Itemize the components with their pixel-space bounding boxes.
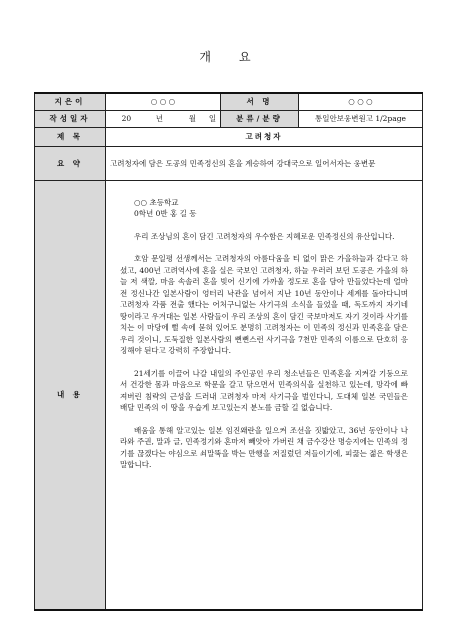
content-student: 0학년 0반 홍 길 동 [134,209,197,218]
name-label: 서 명 [221,93,299,110]
content-paragraph-3: 21세기를 이끌어 나갈 내일의 주인공인 우리 청소년들은 민족혼을 지켜갈 기둥으로서 건강한 몸과 마음으로 학문을 갈고 닦으면서 민족의식을 실천하고 있는데, 망각에 빠져버린 침략의 근성을 드러내 고려청자 마저 사기극을 벌인다니, 도대체 일본 국민들은 배달 민족의 이 땅을 우습게 보고있는지 분노를 금할 길 없습니다. [120,368,408,412]
summary-value: 고려청자에 담은 도공의 민족정신의 혼을 계승하여 강대국으로 일어서자는 웅변문 [106,146,423,180]
content-body [106,180,423,610]
author-label: 지은이 [35,93,106,110]
row-content [35,180,423,610]
content-paragraph-2: 호암 문일평 선생께서는 고려청자의 아름다움을 티 없이 맑은 가을하늘과 같다고 하셨고, 400년 고려역사에 혼을 실은 국보인 고려청자, 하늘 우러러 보던 도공은 가을의 하늘 저 색깔, 마음 속솔러 혼을 빚어 신기에 가까울 정도로 혼을 담아 만들었다는데 얼마 전 정신나간 일본사람이 엉터리 낙관을 넘어서 지난 10년 동안이나 세계를 돌아다니며 고려청자 각품 전출 했다는 어처구니없는 사기극의 소식을 들었을 때, 독도까지 자기네 땅이라고 우겨대는 일본 사람들이 우리 조상의 혼이 담긴 국보마저도 자기 것이라 사기를 치는 이 마당에 뻘 속에 묻혀 있어도 분명히 고려청자는 이 민족의 정신과 민족혼을 담은 우리 것이니, 도둑질한 일본사람의 뻔뻔스런 사기극을 7천만 민족의 이름으로 단호히 응징해야 된다고 강력히 주장합니다. [120,254,408,355]
date-m: 월 [188,114,196,123]
content-paragraph-4: 배움을 통해 알고있는 일본 임진왜란을 일으켜 조선을 짓밟았고, 36년 동안이나 나라와 주권, 말과 글, 민족정기와 혼마저 빼앗아 가버린 채 금수강산 명승지에는 민족의 정기를 끊겠다는 야심으로 쇠말뚝을 박는 만행을 저질렀던 저들이기에, 피끓는 젊은 학생은 말합니다. [120,425,408,469]
row-date [35,110,423,127]
category-label: 분류/분량 [221,110,299,127]
document-title: 개요 [199,50,279,64]
content-paragraph-1: 우리 조상님의 혼이 담긴 고려청자의 우수함은 지혜로운 민족정신의 유산입니다. [134,231,395,241]
date-value [106,110,221,127]
name-value: ○ ○ ○ [299,93,423,110]
date-label: 작성일자 [35,110,106,127]
document-form-table [34,92,423,611]
content-school: ○○ 초등학교 [134,197,179,207]
summary-label: 요 약 [35,146,106,180]
row-subject [35,127,423,146]
subject-value: 고려청자 [106,127,423,146]
category-value: 통일안보웅변원고 1/2page [299,110,423,127]
date-year: 20 [121,114,132,123]
author-value: ○ ○ ○ [106,93,221,110]
subject-label: 제 목 [35,127,106,146]
date-y: 년 [155,114,163,123]
content-label: 내 용 [35,180,106,610]
row-author [35,93,423,110]
row-summary [35,146,423,180]
date-d: 일 [208,114,217,123]
